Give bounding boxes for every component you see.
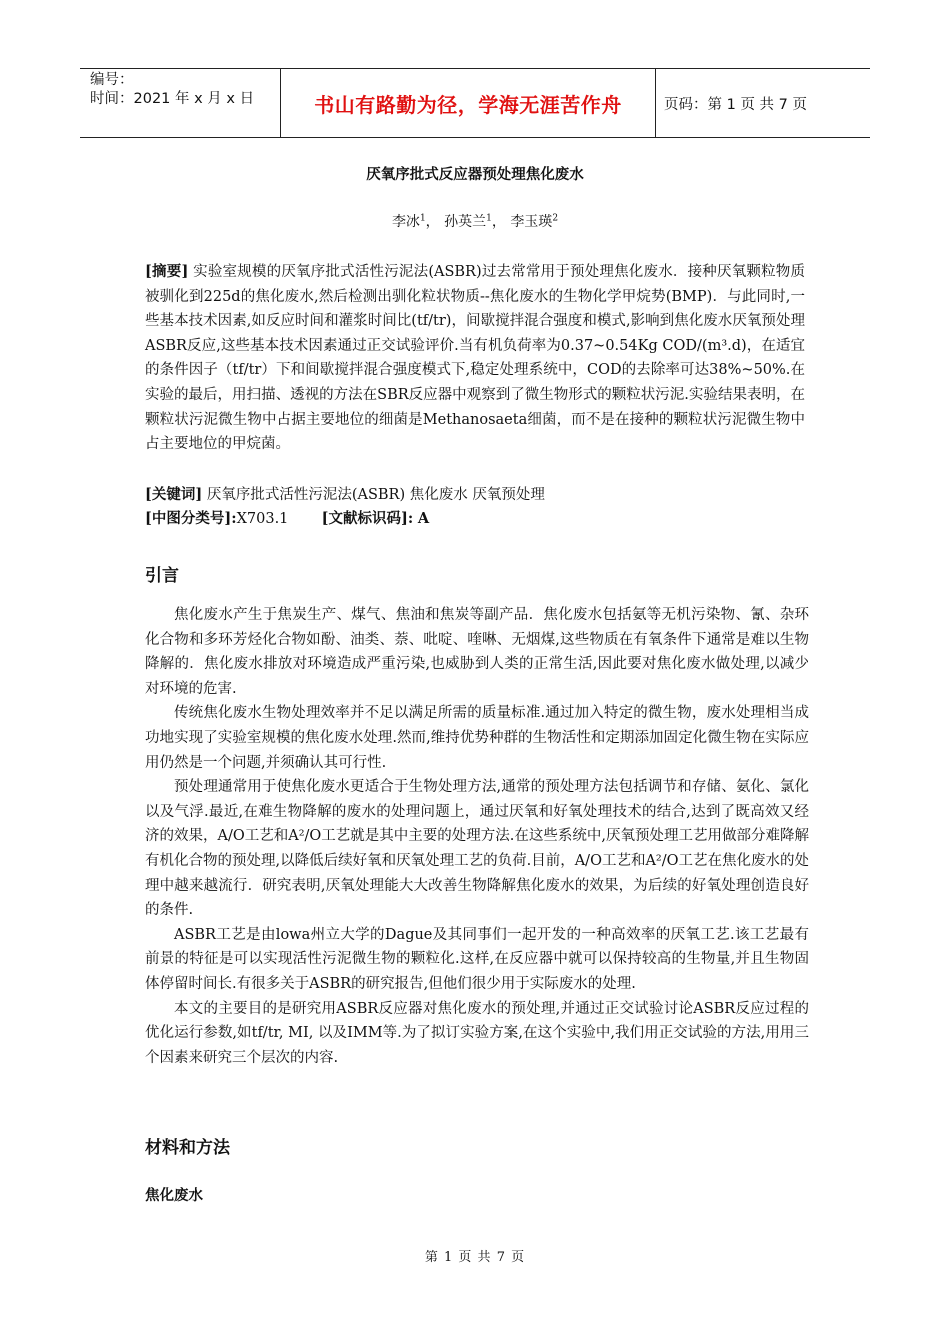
intro-body <box>145 603 809 1070</box>
keywords-label: [关键词] <box>145 486 203 503</box>
intro-paragraph: 预处理通常用于使焦化废水更适合于生物处理方法,通常的预处理方法包括调节和存储、氨化、氯化以及气浮.最近,在难生物降解的废水的处理问题上，通过厌氧和好氧处理技术的结合,达到了既高效又经济的效果，A/O工艺和A²/O工艺就是其中主要的处理方法.在这些系统中,厌氧预处理工艺用做部分难降解有机化合物的预处理,以降低后续好氧和厌氧处理工艺的负荷.目前，A/O工艺和A²/O工艺在焦化废水的处理中越来越流行．研究表明,厌氧处理能大大改善生物降解焦化废水的效果，为后续的好氧处理创造良好的条件. <box>145 779 810 919</box>
page-footer: 第 1 页 共 7 页 <box>424 1250 526 1265</box>
author-name: 李玉瑛 <box>510 214 553 230</box>
author-affiliation: 1 <box>486 213 492 224</box>
abstract-text: 实验室规模的厌氧序批式活性污泥法(ASBR)过去常常用于预处理焦化废水．接种厌氧颗粒物质被驯化到225d的焦化废水,然后检测出驯化粒状物质--焦化废水的生物化学甲烷势(BMP)．与此同时,一些基本技术因素,如反应时间和灌浆时间比(tf/tr)，间歇搅拌混合强度和模式,影响到焦化废水厌氧预处理ASBR反应,这些基本技术因素通过正交试验评价.当有机负荷率为0.37~0.54Kg COD/(m³.d)，在适宜的条件因子（tf/tr）下和间歇搅拌混合强度模式下,稳定处理系统中，COD的去除率可达38%~50%.在实验的最后，用扫描、透视的方法在SBR反应器中观察到了微生物形式的颗粒状污泥.实验结果表明，在颗粒状污泥微生物中占据主要地位的细菌是Methanosaeta细菌，而不是在接种的颗粒状污泥微生物中占主要地位的甲烷菌。 <box>145 264 805 453</box>
header-motto: 书山有路勤为径，学海无涯苦作舟 <box>281 69 656 137</box>
author-list: 李冰$^1$， 孙英兰$^1$， 李玉瑛$^2$ <box>391 213 559 230</box>
doc-code-value: A <box>417 510 430 527</box>
author-name: 李冰 <box>391 214 420 230</box>
methods-heading: 材料和方法 <box>145 1138 230 1158</box>
subsection-heading: 焦化废水 <box>145 1188 203 1204</box>
intro-heading: 引言 <box>145 566 179 586</box>
intro-paragraph: 传统焦化废水生物处理效率并不足以满足所需的质量标准.通过加入特定的微生物，废水处理相当成功地实现了实验室规模的焦化废水处理.然而,维持优势种群的生物活性和定期添加固定化微生物在实际应用仍然是一个问题,并须确认其可行性. <box>145 705 809 771</box>
author-affiliation: 1 <box>419 213 426 224</box>
doc-date-label: 时间：2021 年 x 月 x 日 <box>90 91 255 107</box>
keywords <box>145 483 805 508</box>
header-table <box>80 68 870 138</box>
class-label: [中图分类号]: <box>145 510 237 527</box>
class-value: X703.1 <box>236 511 289 527</box>
abstract-label: [摘要] <box>145 263 189 280</box>
keywords-text: 厌氧序批式活性污泥法(ASBR) 焦化废水 厌氧预处理 <box>206 487 545 503</box>
classification-line <box>145 507 805 532</box>
document-title: 厌氧序批式反应器预处理焦化废水 <box>366 167 584 183</box>
intro-paragraph: 焦化废水产生于焦炭生产、煤气、焦油和焦炭等副产品．焦化废水包括氨等无机污染物、氰、杂环化合物和多环芳烃化合物如酚、油类、萘、吡啶、喹啉、无烟煤,这些物质在有氧条件下通常是难以生物降解的．焦化废水排放对环境造成严重污染,也威胁到人类的正常生活,因此要对焦化废水做处理,以减少对环境的危害. <box>145 607 809 697</box>
header-meta <box>80 69 281 137</box>
intro-paragraph: ASBR工艺是由lowa州立大学的Dague及其同事们一起开发的一种高效率的厌氧工艺.该工艺最有前景的特征是可以实现活性污泥微生物的颗粒化.这样,在反应器中就可以保持较高的生物量,并且生物固体停留时间长.有很多关于ASBR的研究报告,但他们很少用于实际废水的处理. <box>145 926 809 992</box>
doc-number-label: 编号： <box>90 72 134 88</box>
author-name: 孙英兰 <box>444 214 487 230</box>
header-page-info: 页码：第 1 页 共 7 页 <box>664 96 807 113</box>
author-affiliation: 2 <box>552 213 559 224</box>
doc-code-label: [文献标识码]: <box>321 510 414 527</box>
intro-paragraph: 本文的主要目的是研究用ASBR反应器对焦化废水的预处理,并通过正交试验讨论ASBR反应过程的优化运行参数,如tf/tr, MI, 以及IMM等.为了拟订实验方案,在这个实验中,我们用正交试验的方法,用用三个因素来研究三个层次的内容. <box>145 1000 809 1066</box>
abstract <box>145 260 805 457</box>
